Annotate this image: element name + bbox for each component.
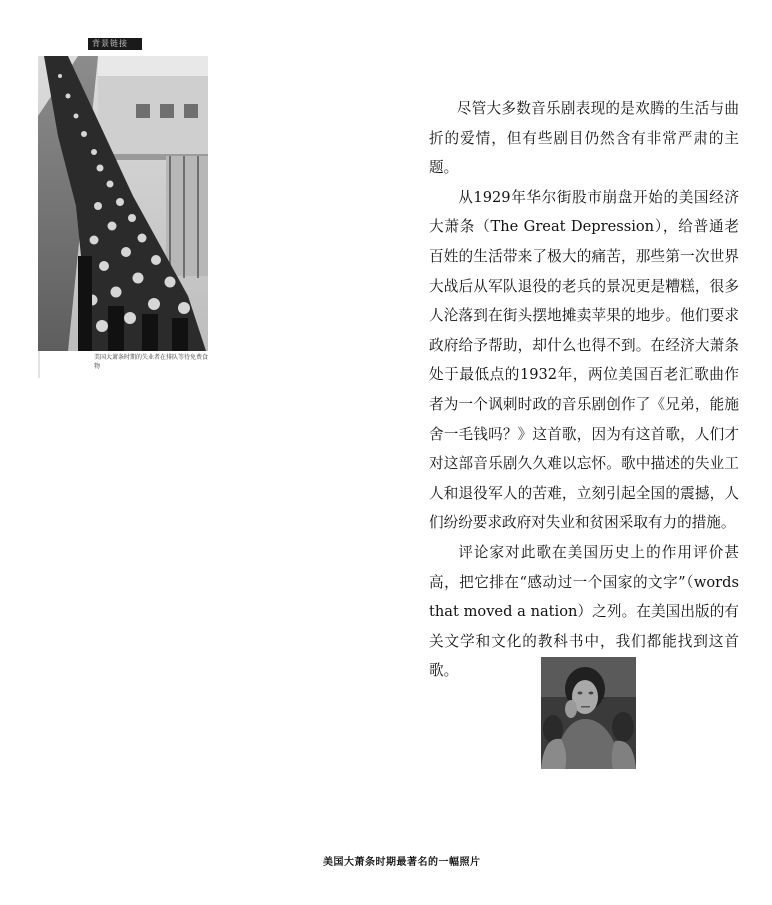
article-body <box>429 94 739 686</box>
article-paragraph: 评论家对此歌在美国历史上的作用评价甚高，把它排在“感动过一个国家的文字”（words that moved a nation）之列。在美国出版的有关文学和文化的教科书中，我们都能找到这首歌。 <box>429 543 739 680</box>
article-paragraph: 尽管大多数音乐剧表现的是欢腾的生活与曲折的爱情，但有些剧目仍然含有非常严肃的主题。 <box>429 100 739 177</box>
migrant-mother-photo-icon <box>541 657 636 769</box>
article-paragraph: 从1929年华尔街股市崩盘开始的美国经济大萧条（The Great Depression），给普通老百姓的生活带来了极大的痛苦，那些第一次世界大战后从军队退役的老兵的景况更是糟糕，很多人沦落到在街头摆地摊卖苹果的地步。他们要求政府给予帮助，却什么也得不到。在经济大萧条处于最低点的1932年，两位美国百老汇歌曲作者为一个讽刺时政的音乐剧创作了《兄弟，能施舍一毛钱吗？》这首歌，因为有这首歌，人们才对这部音乐剧久久难以忘怀。歌中描述的失业工人和退役军人的苦难，立刻引起全国的震撼，人们纷纷要求政府对失业和贫困采取有力的措施。 <box>429 188 739 532</box>
migrant-mother-photo-caption: 美国大萧条时期最著名的一幅照片 <box>323 857 481 868</box>
section-tag: 背景链接 <box>88 38 142 50</box>
breadline-photo-icon <box>38 56 208 351</box>
breadline-photo-caption: 美国大萧条时期的失业者在排队等待免费食物 <box>94 354 209 370</box>
